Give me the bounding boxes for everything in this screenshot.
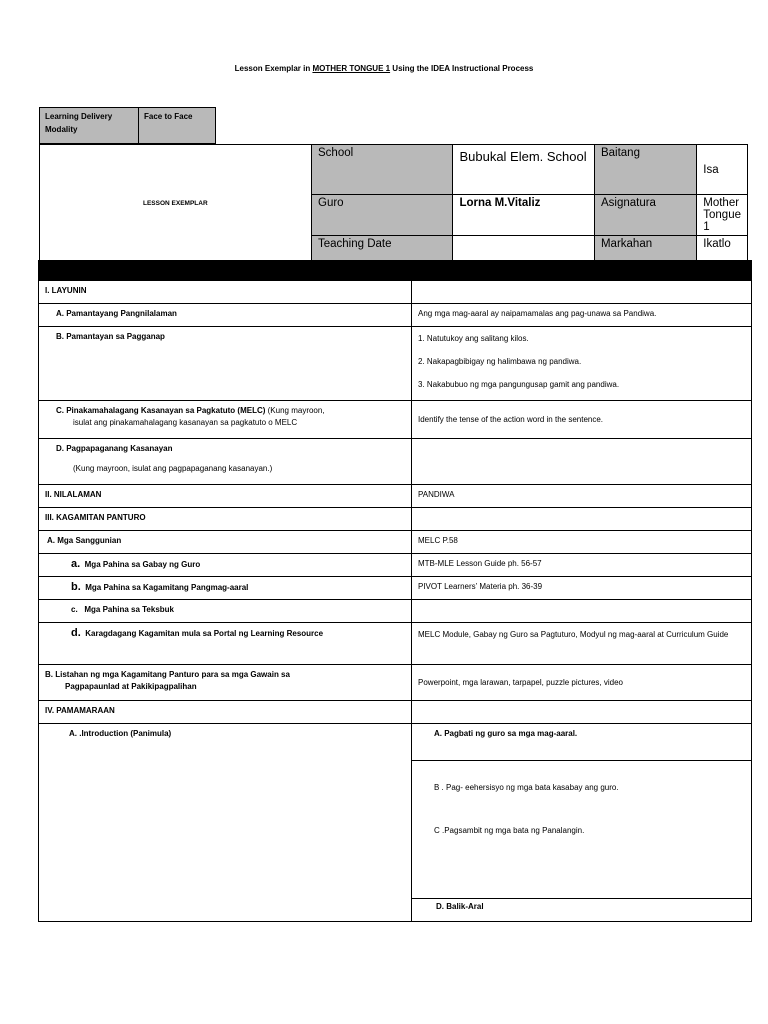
gabay-guro-label: a. Mga Pahina sa Gabay ng Guro [39, 554, 412, 577]
modality-label: Learning Delivery Modality [40, 108, 139, 144]
portal-value: MELC Module, Gabay ng Guro sa Pagtuturo, Modyul ng mag-aaral at Curriculum Guide [412, 623, 752, 665]
table-row [39, 401, 752, 439]
table-row [39, 724, 752, 761]
kagamitang-mag-aaral-value: PIVOT Learners’ Materia ph. 36-39 [412, 577, 752, 600]
melc-label: C. Pinakamahalagang Kasanayan sa Pagkatuto (MELC) (Kung mayroon, isulat ang pinakamahalagang kasanayan sa pagkatuto o MELC [39, 401, 412, 439]
teksbuk-label: c. Mga Pahina sa Teksbuk [39, 600, 412, 623]
teaching-date-label: Teaching Date [312, 236, 453, 263]
modality-value: Face to Face [139, 108, 216, 144]
teksbuk-value [412, 600, 752, 623]
pamantayang-pangnilalaman-label: A. Pamantayang Pangnilalaman [39, 304, 412, 327]
layunin-label: I. LAYUNIN [39, 281, 412, 304]
table-row [39, 281, 752, 304]
sanggunian-label: A. Mga Sanggunian [39, 531, 412, 554]
table-row [39, 531, 752, 554]
guro-label: Guro [312, 195, 453, 236]
pamamaraan-label: IV. PAMAMARAAN [39, 701, 412, 724]
nilalaman-label: II. NILALAMAN [39, 485, 412, 508]
nilalaman-value: PANDIWA [412, 485, 752, 508]
pagpapaganang-kasanayan-label: D. Pagpapaganang Kasanayan (Kung mayroon, isulat ang pagpapaganang kasanayan.) [39, 439, 412, 485]
baitang-label: Baitang [594, 145, 696, 195]
pamantayang-pangnilalaman-value: Ang mga mag-aaral ay naipamamalas ang pag-unawa sa Pandiwa. [412, 304, 752, 327]
pamantayan-pagganap-label: B. Pamantayan sa Pagganap [39, 327, 412, 401]
lesson-table [38, 260, 752, 922]
baitang-value: Isa [697, 145, 748, 195]
intro-step-c: C .Pagsambit ng mga bata ng Panalangin. [434, 826, 585, 835]
list-item: 1. Natutukoy ang salitang kilos. [418, 334, 529, 343]
intro-step-a: A. Pagbati ng guro sa mga mag-aaral. [412, 724, 752, 761]
listahan-value: Powerpoint, mga larawan, tarpapel, puzzle pictures, video [412, 665, 752, 701]
teaching-date-value [453, 236, 595, 263]
intro-step-d: D. Balik-Aral [412, 899, 752, 922]
asignatura-label: Asignatura [594, 195, 696, 236]
table-row [39, 665, 752, 701]
table-row [39, 304, 752, 327]
table-row [39, 327, 752, 401]
intro-step-b: B . Pag- eehersisyo ng mga bata kasabay ang guro. [434, 783, 619, 792]
table-row [39, 485, 752, 508]
document-title [0, 64, 768, 73]
table-row [39, 600, 752, 623]
table-row [39, 554, 752, 577]
melc-value: Identify the tense of the action word in the sentence. [412, 401, 752, 439]
lesson-exemplar-label: LESSON EXEMPLAR [40, 145, 312, 263]
asignatura-value: Mother Tongue 1 [697, 195, 748, 236]
title-subject: MOTHER TONGUE 1 [312, 64, 391, 73]
table-row [39, 439, 752, 485]
title-prefix: Lesson Exemplar in [234, 64, 313, 73]
portal-label: d. Karagdagang Kagamitan mula sa Portal ng Learning Resource [39, 623, 412, 665]
introduction-label: A. .Introduction (Panimula) [39, 724, 412, 922]
intro-steps-bc [412, 761, 752, 899]
guro-value: Lorna M.Vitaliz [453, 195, 595, 236]
school-label: School [312, 145, 453, 195]
table-row [39, 701, 752, 724]
table-row [39, 577, 752, 600]
pamantayan-pagganap-values [412, 327, 752, 401]
school-value: Bubukal Elem. School [453, 145, 595, 195]
kagamitan-label: III. KAGAMITAN PANTURO [39, 508, 412, 531]
list-item: 3. Nakabubuo ng mga pangungusap gamit ang pandiwa. [418, 380, 620, 389]
title-suffix: Using the IDEA Instructional Process [390, 64, 534, 73]
markahan-label: Markahan [594, 236, 696, 263]
modality-table [39, 107, 216, 144]
info-table [39, 144, 748, 263]
listahan-label: B. Listahan ng mga Kagamitang Panturo para sa mga Gawain sa Pagpapaunlad at Pakikipagpalihan [39, 665, 412, 701]
list-item: 2. Nakapagbibigay ng halimbawa ng pandiwa. [418, 357, 582, 366]
gabay-guro-value: MTB-MLE Lesson Guide ph. 56-57 [412, 554, 752, 577]
table-row [39, 623, 752, 665]
table-row [39, 508, 752, 531]
markahan-value: Ikatlo [697, 236, 748, 263]
table-header-row [39, 261, 752, 281]
kagamitang-mag-aaral-label: b. Mga Pahina sa Kagamitang Pangmag-aaral [39, 577, 412, 600]
sanggunian-value: MELC P.58 [412, 531, 752, 554]
